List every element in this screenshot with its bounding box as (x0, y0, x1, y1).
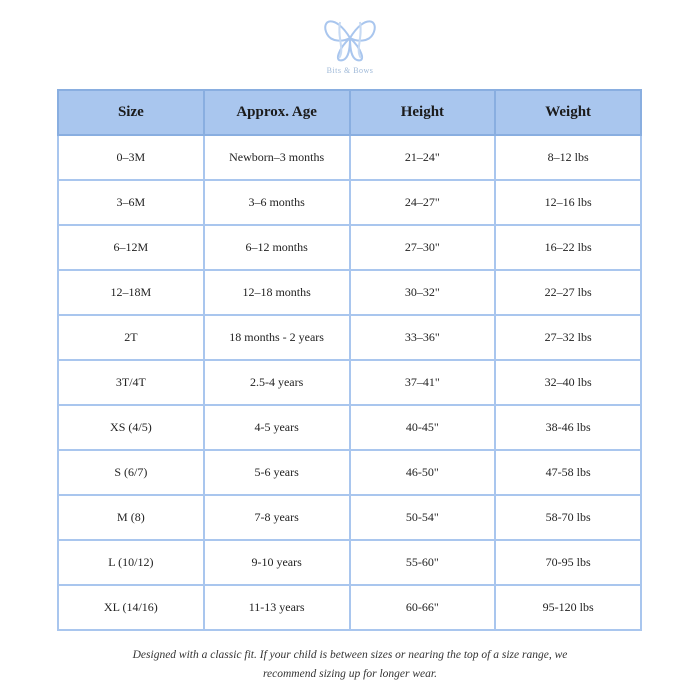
size-cell: M (8) (58, 495, 204, 540)
weight-cell: 22–27 lbs (495, 270, 641, 315)
age-cell: 2.5-4 years (204, 360, 350, 405)
size-cell: XL (14/16) (58, 585, 204, 630)
height-cell: 50-54" (350, 495, 496, 540)
table-row (58, 180, 641, 225)
height-cell: 24–27" (350, 180, 496, 225)
weight-cell: 70-95 lbs (495, 540, 641, 585)
weight-cell: 47-58 lbs (495, 450, 641, 495)
age-cell: 4-5 years (204, 405, 350, 450)
size-cell: 12–18M (58, 270, 204, 315)
age-cell: 18 months - 2 years (204, 315, 350, 360)
height-cell: 37–41" (350, 360, 496, 405)
brand-logo (305, 8, 395, 88)
size-cell: L (10/12) (58, 540, 204, 585)
weight-cell: 16–22 lbs (495, 225, 641, 270)
age-cell: 7-8 years (204, 495, 350, 540)
size-cell: 2T (58, 315, 204, 360)
age-cell: 11-13 years (204, 585, 350, 630)
height-cell: 46-50" (350, 450, 496, 495)
size-cell: 3–6M (58, 180, 204, 225)
bow-logo-icon (315, 8, 385, 68)
table-row (58, 585, 641, 630)
height-cell: 40-45" (350, 405, 496, 450)
table-row (58, 360, 641, 405)
age-cell: 6–12 months (204, 225, 350, 270)
size-cell: 3T/4T (58, 360, 204, 405)
age-cell: 9-10 years (204, 540, 350, 585)
height-cell: 27–30" (350, 225, 496, 270)
table-row (58, 225, 641, 270)
header-weight: Weight (495, 90, 641, 135)
header-age: Approx. Age (204, 90, 350, 135)
table-row (58, 315, 641, 360)
age-cell: 3–6 months (204, 180, 350, 225)
header-row (58, 90, 641, 135)
table-row (58, 135, 641, 180)
age-cell: 5-6 years (204, 450, 350, 495)
weight-cell: 58-70 lbs (495, 495, 641, 540)
weight-cell: 8–12 lbs (495, 135, 641, 180)
header-height: Height (350, 90, 496, 135)
weight-cell: 95-120 lbs (495, 585, 641, 630)
table-row (58, 450, 641, 495)
weight-cell: 32–40 lbs (495, 360, 641, 405)
table-row (58, 540, 641, 585)
weight-cell: 27–32 lbs (495, 315, 641, 360)
table-row (58, 270, 641, 315)
size-cell: XS (4/5) (58, 405, 204, 450)
table-row (58, 405, 641, 450)
fit-note: Designed with a classic fit. If your child is between sizes or nearing the top of a size range, we recommend sizing up for longer wear. (132, 649, 568, 680)
size-cell: 0–3M (58, 135, 204, 180)
weight-cell: 12–16 lbs (495, 180, 641, 225)
size-cell: S (6/7) (58, 450, 204, 495)
header-size: Size (58, 90, 204, 135)
table-row (58, 495, 641, 540)
height-cell: 21–24" (350, 135, 496, 180)
height-cell: 30–32" (350, 270, 496, 315)
age-cell: Newborn–3 months (204, 135, 350, 180)
height-cell: 33–36" (350, 315, 496, 360)
weight-cell: 38-46 lbs (495, 405, 641, 450)
brand-name: Bits & Bows (326, 66, 374, 75)
age-cell: 12–18 months (204, 270, 350, 315)
height-cell: 55-60" (350, 540, 496, 585)
height-cell: 60-66" (350, 585, 496, 630)
size-chart-table (57, 89, 642, 631)
size-cell: 6–12M (58, 225, 204, 270)
